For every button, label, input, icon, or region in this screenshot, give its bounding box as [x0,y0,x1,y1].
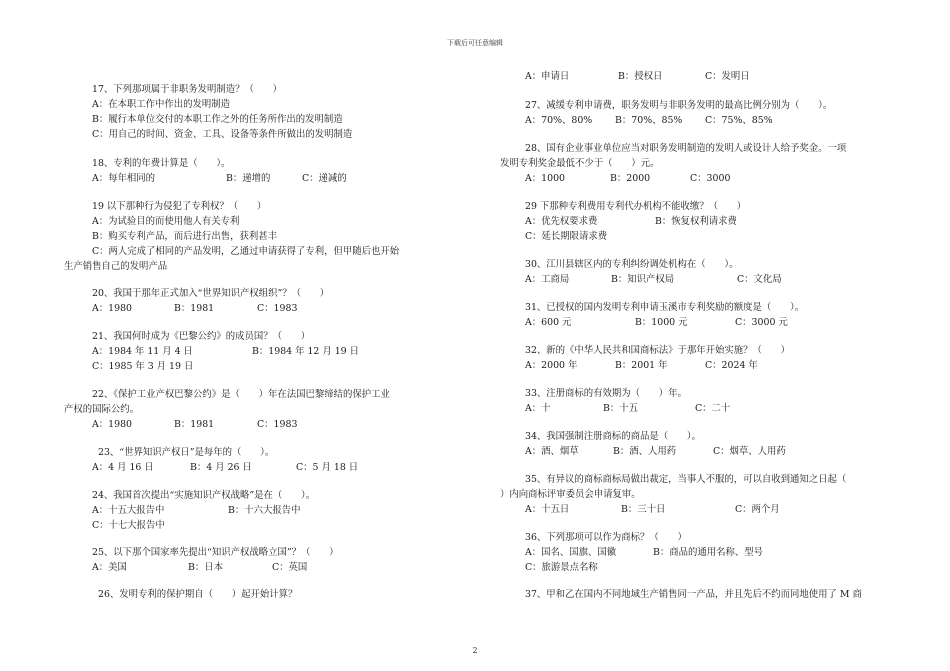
page-header: 下载后可任意编辑 [447,39,503,47]
q17-option-c: C：用自己的时间、资金、工具、设备等条件所做出的发明制造 [92,129,353,140]
q27-option-c: C：75%、85% [705,115,773,126]
q26-option-a: A：申请日 [525,71,570,82]
q31-option-b: B：1000 元 [635,317,688,328]
question-24: 24、我国首次提出“实施知识产权战略”是在（ ）。 [92,490,316,501]
question-21: 21、我国何时成为《巴黎公约》的成员国？（ ） [92,331,311,342]
q20-option-c: C：1983 [257,303,298,314]
q27-option-b: B：70%、85% [615,115,683,126]
question-31: 31、已授权的国内发明专利申请玉溪市专利奖励的额度是（ ）。 [525,302,805,313]
q29-option-b: B：恢复权利请求费 [655,216,737,227]
q24-option-c: C：十七大报告中 [92,520,165,531]
q20-option-b: B：1981 [174,303,215,314]
q26-option-b: B：授权日 [618,71,663,82]
q23-option-c: C：5 月 18 日 [296,462,359,473]
q19-option-b: B：购买专利产品，而后进行出售，获利甚丰 [92,231,278,242]
q30-option-b: B：知识产权局 [611,274,675,285]
q32-option-a: A：2000 年 [525,360,578,371]
question-28: 28、国有企业事业单位应当对职务发明制造的发明人或设计人给予奖金。一项 [525,143,847,154]
q24-option-a: A：十五大报告中 [92,505,165,516]
question-25: 25、以下那个国家率先提出“知识产权战略立国”？（ ） [92,547,339,558]
q22-option-c: C：1983 [257,419,298,430]
q18-option-c: C：递减的 [302,173,347,184]
q19-option-c: C：两人完成了相同的产品发明，乙通过申请获得了专利，但甲随后也开始 [92,246,400,257]
question-23: 23、“世界知识产权日”是每年的（ ）。 [98,447,275,458]
q22-option-a: A：1980 [92,419,133,430]
question-35-cont: ）内向商标评审委员会申请复审。 [500,489,641,500]
q24-option-b: B：十六大报告中 [228,505,301,516]
page-number: 2 [472,646,478,655]
q34-option-b: B：酒、人用药 [613,446,677,457]
question-17: 17、下列那项属于非职务发明制造？（ ） [92,84,283,95]
q23-option-a: A：4 月 16 日 [92,462,154,473]
q28-option-b: B：2000 [610,173,651,184]
q30-option-a: A：工商局 [525,274,570,285]
q19-option-c-cont: 生产销售自己的发明产品 [64,261,168,272]
question-33: 33、注册商标的有效期为（ ）年。 [525,388,687,399]
q36-option-b: B：商品的通用名称、型号 [653,547,764,558]
question-36: 36、下列那项可以作为商标？（ ） [525,532,687,543]
q32-option-b: B：2001 年 [615,360,668,371]
q25-option-a: A：美国 [92,562,127,573]
q20-option-a: A：1980 [92,303,133,314]
q23-option-b: B：4 月 26 日 [190,462,252,473]
q22-option-b: B：1981 [174,419,215,430]
question-35: 35、有异议的商标商标局做出裁定，当事人不服的，可以自收到通知之日起（ [525,474,847,485]
q29-option-a: A：优先权要求费 [525,216,598,227]
q30-option-c: C：文化局 [737,274,782,285]
q29-option-c: C：延长期限请求费 [525,231,608,242]
q21-option-a: A：1984 年 11 月 4 日 [92,346,193,357]
q18-option-b: B：递增的 [226,173,271,184]
q35-option-b: B：三十日 [621,504,666,515]
q31-option-c: C：3000 元 [735,317,788,328]
q34-option-a: A：酒、烟草 [525,446,579,457]
q26-option-c: C：发明日 [705,71,750,82]
q35-option-c: C：两个月 [735,504,780,515]
q27-option-a: A：70%、80% [525,115,593,126]
question-28-cont: 发明专利奖金最低不少于（ ）元。 [500,158,660,169]
q21-option-c: C：1985 年 3 月 19 日 [92,361,194,372]
question-22-cont: 产权的国际公约。 [64,404,140,415]
question-26: 26、发明专利的保护期自（ ）起开始计算？ [98,589,298,600]
q25-option-b: B：日本 [188,562,224,573]
q31-option-a: A：600 元 [525,317,572,328]
question-34: 34、我国强制注册商标的商品是（ ）。 [525,431,701,442]
question-30: 30、江川县辖区内的专利纠纷调处机构在（ ）。 [525,259,739,270]
q21-option-b: B：1984 年 12 月 19 日 [252,346,360,357]
question-18: 18、专利的年费计算是（ ）。 [92,158,231,169]
q33-option-a: A：十 [525,403,551,414]
q28-option-a: A：1000 [525,173,566,184]
question-27: 27、减缓专利申请费，职务发明与非职务发明的最高比例分别为（ ）。 [525,100,833,111]
q17-option-b: B：履行本单位交付的本职工作之外的任务所作出的发明制造 [92,114,343,125]
question-32: 32、新的《中华人民共和国商标法》于那年开始实施？（ ） [525,345,791,356]
q33-option-c: C：二十 [695,403,731,414]
question-29: 29 下那种专利费用专利代办机构不能收缴？（ ） [525,201,747,212]
question-20: 20、我国于那年正式加入“世界知识产权组织”？（ ） [92,288,330,299]
q35-option-a: A：十五日 [525,504,570,515]
q28-option-c: C：3000 [690,173,731,184]
q36-option-a: A：国名、国旗、国徽 [525,547,617,558]
q34-option-c: C：烟草、人用药 [713,446,786,457]
q18-option-a: A：每年相同的 [92,173,156,184]
q19-option-a: A：为试验目的而使用他人有关专利 [92,216,240,227]
q25-option-c: C：英国 [272,562,308,573]
q32-option-c: C：2024 年 [705,360,758,371]
q17-option-a: A：在本职工作中作出的发明制造 [92,99,231,110]
question-22: 22、《保护工业产权巴黎公约》是（ ）年在法国巴黎缔结的保护工业 [92,389,390,400]
question-37: 37、甲和乙在国内不同地域生产销售同一产品，并且先后不约而同地使用了 M 商 [525,589,862,600]
question-19: 19 以下那种行为侵犯了专利权？（ ） [92,201,267,212]
q33-option-b: B：十五 [603,403,639,414]
q36-option-c: C：旅游景点名称 [525,562,598,573]
